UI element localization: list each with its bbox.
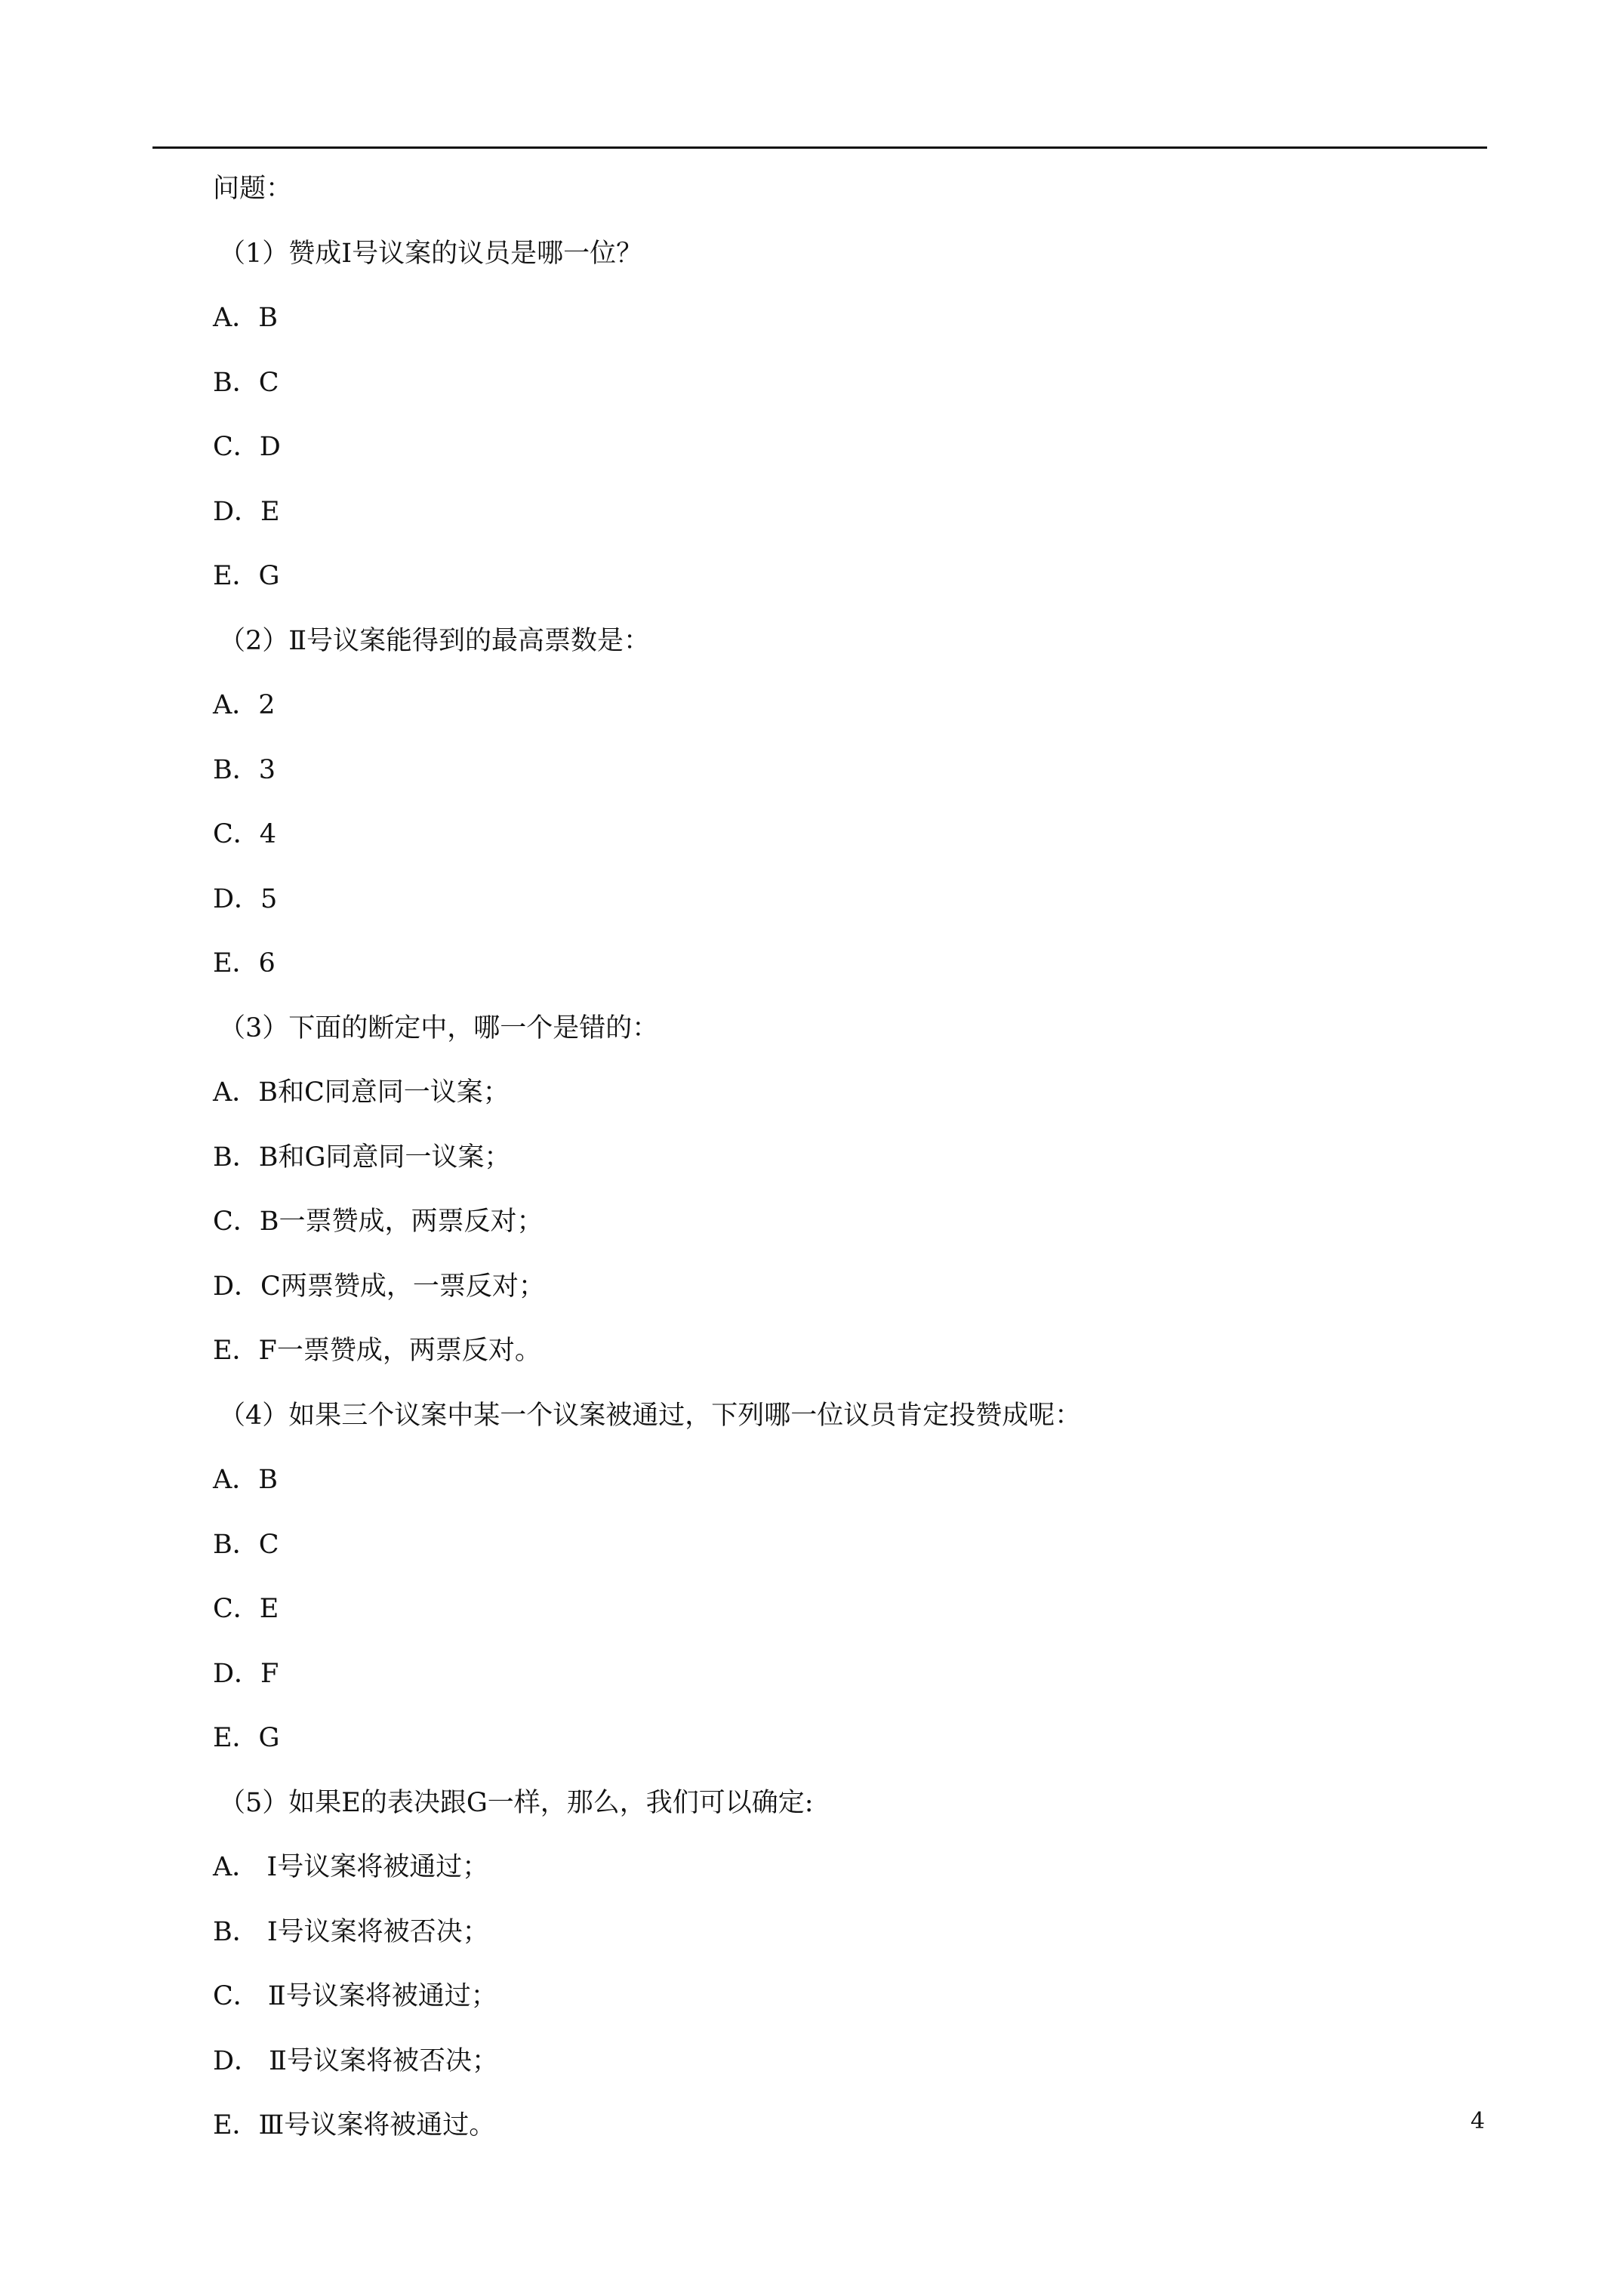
option-item: D．F <box>213 1658 279 1689</box>
option-item: C．B一票赞成，两票反对； <box>213 1207 544 1237</box>
question-prompt: （2）Ⅱ号议案能得到的最高票数是： <box>219 625 651 656</box>
question-4 <box>213 1395 1481 1782</box>
option-item: A．B <box>213 1465 278 1495</box>
option-item: E．Ⅲ号议案将被通过。 <box>213 2110 496 2140</box>
option-item: C．4 <box>213 819 277 849</box>
option-item: B．C <box>213 367 279 398</box>
option-item: E．6 <box>213 948 276 978</box>
option-item: B．B和G同意同一议案； <box>213 1142 511 1173</box>
option-item: D． Ⅱ号议案将被否决； <box>213 2045 498 2076</box>
option-item: E．F一票赞成，两票反对。 <box>213 1336 541 1366</box>
option-item: C． Ⅱ号议案将被通过； <box>213 1981 497 2011</box>
option-item: E．G <box>213 1723 280 1753</box>
header-rule <box>152 146 1487 149</box>
question-5 <box>213 1782 1481 2169</box>
question-1 <box>213 233 1481 620</box>
document-body <box>213 168 1481 2169</box>
option-item: D．C两票赞成，一票反对； <box>213 1271 545 1302</box>
question-prompt: （3）下面的断定中，哪一个是错的： <box>219 1012 659 1043</box>
question-prompt: （1）赞成Ⅰ号议案的议员是哪一位？ <box>219 238 643 269</box>
question-prompt: （4）如果三个议案中某一个议案被通过，下列哪一位议员肯定投赞成呢： <box>219 1400 1082 1431</box>
option-item: D．5 <box>213 883 278 914</box>
question-3 <box>213 1007 1481 1395</box>
option-item: C．D <box>213 432 281 462</box>
question-2 <box>213 620 1481 1007</box>
option-item: A．B <box>213 303 278 333</box>
section-heading: 问题： <box>213 174 293 204</box>
option-item: B．3 <box>213 754 276 785</box>
question-prompt: （5）如果E的表决跟G一样，那么，我们可以确定: <box>219 1787 814 1818</box>
option-item: A． Ⅰ号议案将被通过； <box>213 1852 489 1882</box>
option-item: A．B和C同意同一议案； <box>213 1077 510 1108</box>
option-item: C．E <box>213 1594 279 1624</box>
option-item: B．C <box>213 1529 279 1560</box>
option-item: D．E <box>213 496 280 527</box>
option-item: B． Ⅰ号议案将被否决； <box>213 1916 489 1947</box>
option-item: E．G <box>213 561 280 591</box>
page-number: 4 <box>1471 2108 1486 2134</box>
option-item: A．2 <box>213 690 276 720</box>
